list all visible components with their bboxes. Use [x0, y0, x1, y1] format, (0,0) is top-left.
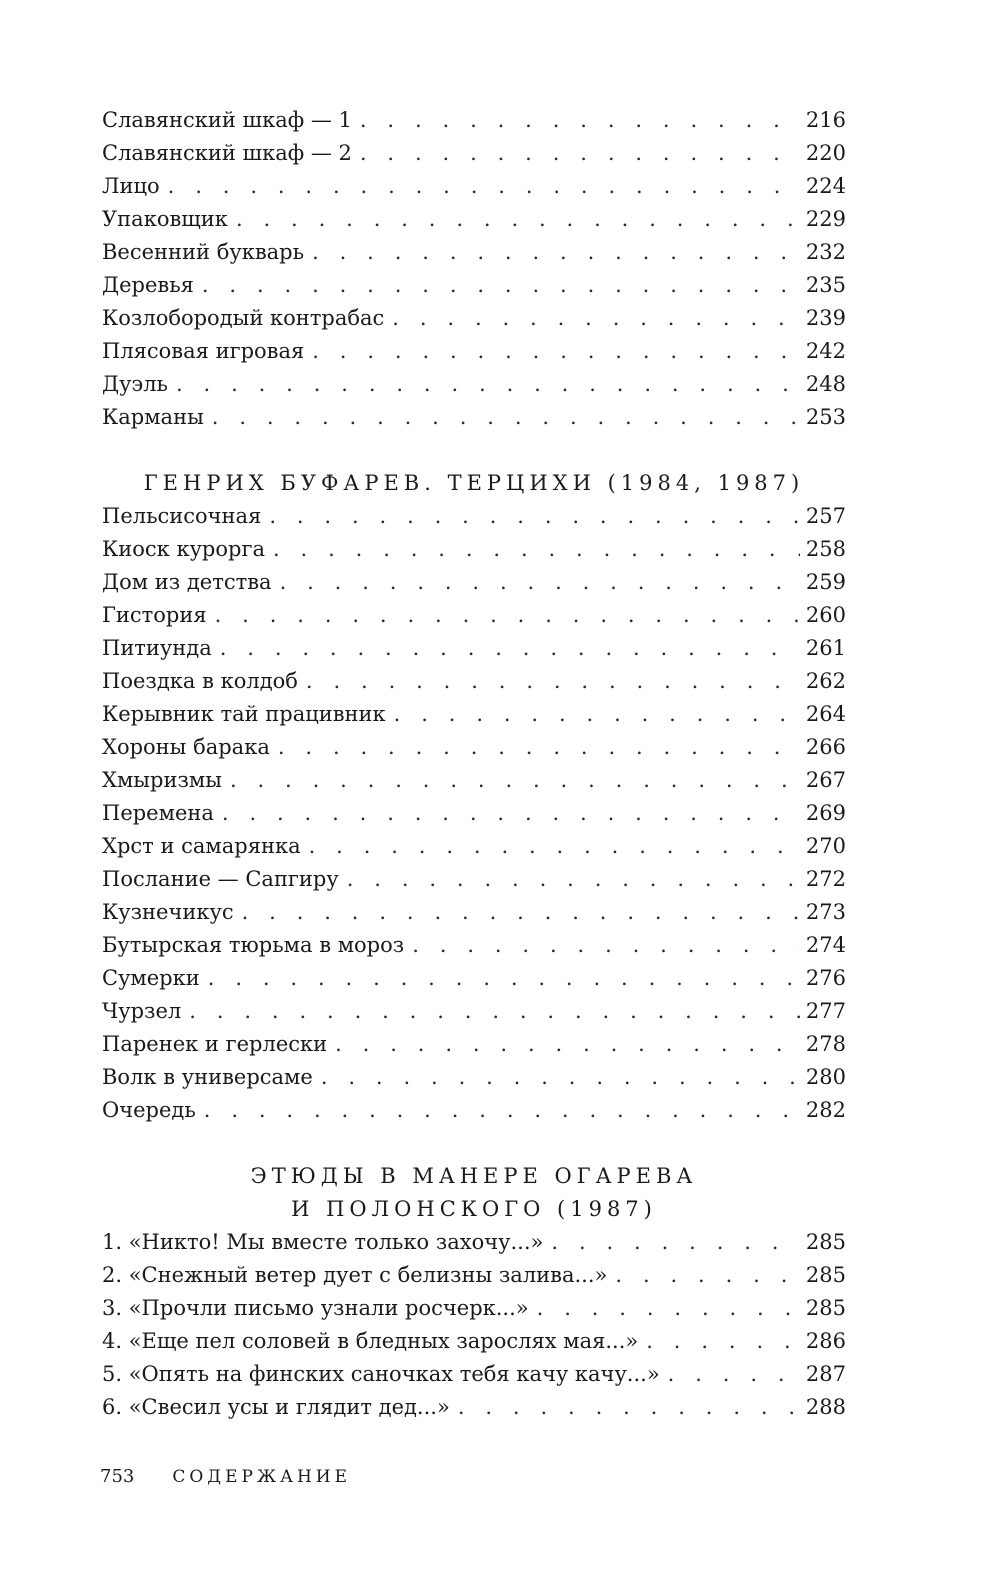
toc-entry-title: 1. «Никто! Мы вместе только захочу...» — [102, 1230, 544, 1254]
section-heading-line-1: ЭТЮДЫ В МАНЕРЕ ОГАРЕВА — [250, 1164, 698, 1188]
dot-leader — [384, 302, 800, 335]
toc-entry-title: Очередь — [102, 1098, 196, 1122]
section-heading-line-2: И ПОЛОНСКОГО (1987) — [291, 1197, 657, 1221]
toc-entry-title: Кузнечикус — [102, 900, 234, 924]
dot-leader — [194, 269, 800, 302]
toc-entry-title: Сумерки — [102, 966, 200, 990]
dot-leader — [313, 1061, 800, 1094]
toc-entry-page-number: 253 — [800, 401, 846, 434]
dot-leader — [234, 896, 800, 929]
toc-entry-title: Хмыризмы — [102, 768, 222, 792]
toc-entry-title: Киоск курорга — [102, 537, 265, 561]
toc-entry-page-number: 278 — [800, 1028, 846, 1061]
toc-entry-page-number: 261 — [800, 632, 846, 665]
toc-entry-title: 5. «Опять на финских саночках тебя качу качу...» — [102, 1362, 660, 1386]
toc-entry-page-number: 235 — [800, 269, 846, 302]
toc-entry-title: Пельсисочная — [102, 504, 262, 528]
dot-leader — [352, 104, 800, 137]
toc-entry — [102, 368, 846, 401]
toc-entry-page-number: 257 — [800, 500, 846, 533]
dot-leader — [304, 335, 800, 368]
toc-entry — [102, 335, 846, 368]
toc-entry-page-number: 232 — [800, 236, 846, 269]
toc-section-1 — [102, 104, 846, 434]
toc-entry-title: Упаковщик — [102, 207, 228, 231]
toc-entry — [102, 929, 846, 962]
dot-leader — [386, 698, 800, 731]
dot-leader — [200, 962, 800, 995]
toc-entry-page-number: 229 — [800, 203, 846, 236]
toc-entry-title: Бутырская тюрьма в мороз — [102, 933, 405, 957]
toc-entry — [102, 896, 846, 929]
toc-section-3 — [102, 1226, 846, 1424]
toc-entry-page-number: 276 — [800, 962, 846, 995]
toc-entry-title: Плясовая игровая — [102, 339, 305, 363]
toc-entry-page-number: 216 — [800, 104, 846, 137]
toc-entry — [102, 995, 846, 1028]
dot-leader — [272, 566, 800, 599]
dot-leader — [298, 665, 800, 698]
toc-entry-title: Послание — Сапгиру — [102, 867, 339, 891]
toc-entry-title: Славянский шкаф — 1 — [102, 108, 352, 132]
toc-entry — [102, 830, 846, 863]
toc-entry — [102, 170, 846, 203]
toc-entry-page-number: 258 — [800, 533, 846, 566]
toc-entry — [102, 500, 846, 533]
page-footer — [100, 1466, 351, 1487]
toc-entry — [102, 632, 846, 665]
dot-leader — [301, 830, 800, 863]
toc-entry-title: 4. «Еще пел соловей в бледных зарослях мая...» — [102, 1329, 639, 1353]
dot-leader — [168, 368, 800, 401]
section-heading-text: ГЕНРИХ БУФАРЕВ. ТЕРЦИХИ (1984, 1987) — [143, 471, 805, 495]
toc-entry — [102, 566, 846, 599]
toc-entry — [102, 236, 846, 269]
toc-entry — [102, 269, 846, 302]
footer-running-title: СОДЕРЖАНИЕ — [172, 1467, 352, 1487]
dot-leader — [529, 1292, 800, 1325]
toc-entry-title: Дуэль — [102, 372, 168, 396]
toc-page — [102, 104, 846, 1424]
toc-entry — [102, 797, 846, 830]
toc-entry-title: 2. «Снежный ветер дует с белизны залива...» — [102, 1263, 608, 1287]
dot-leader — [660, 1358, 800, 1391]
toc-entry-page-number: 288 — [800, 1391, 846, 1424]
toc-entry-title: Чурзел — [102, 999, 182, 1023]
toc-entry-page-number: 287 — [800, 1358, 846, 1391]
toc-entry-title: 3. «Прочли письмо узнали росчерк...» — [102, 1296, 529, 1320]
toc-entry-title: Деревья — [102, 273, 194, 297]
dot-leader — [450, 1391, 800, 1424]
toc-entry-page-number: 267 — [800, 764, 846, 797]
toc-entry-page-number: 270 — [800, 830, 846, 863]
toc-entry — [102, 302, 846, 335]
dot-leader — [212, 632, 800, 665]
dot-leader — [261, 500, 800, 533]
toc-entry — [102, 1061, 846, 1094]
toc-entry — [102, 599, 846, 632]
toc-entry-title: Гистория — [102, 603, 207, 627]
toc-entry-page-number: 273 — [800, 896, 846, 929]
toc-entry — [102, 1028, 846, 1061]
toc-entry-title: Питиунда — [102, 636, 212, 660]
dot-leader — [204, 401, 800, 434]
toc-entry — [102, 1094, 846, 1127]
dot-leader — [404, 929, 800, 962]
toc-entry-page-number: 269 — [800, 797, 846, 830]
toc-entry-title: Карманы — [102, 405, 204, 429]
toc-entry-page-number: 262 — [800, 665, 846, 698]
toc-entry-title: Славянский шкаф — 2 — [102, 141, 352, 165]
toc-entry-page-number: 285 — [800, 1226, 846, 1259]
toc-entry — [102, 104, 846, 137]
toc-section-2 — [102, 500, 846, 1127]
toc-entry — [102, 1292, 846, 1325]
toc-entry-title: 6. «Свесил усы и глядит дед...» — [102, 1395, 450, 1419]
toc-entry-page-number: 280 — [800, 1061, 846, 1094]
toc-entry-page-number: 224 — [800, 170, 846, 203]
toc-entry-page-number: 260 — [800, 599, 846, 632]
toc-entry-page-number: 239 — [800, 302, 846, 335]
toc-entry — [102, 731, 846, 764]
toc-entry-title: Перемена — [102, 801, 214, 825]
toc-entry-title: Керывник тай працивник — [102, 702, 386, 726]
toc-entry-title: Хороны барака — [102, 735, 270, 759]
dot-leader — [638, 1325, 800, 1358]
section-heading-etudes — [102, 1160, 846, 1226]
toc-entry — [102, 962, 846, 995]
toc-entry-page-number: 274 — [800, 929, 846, 962]
toc-entry — [102, 1259, 846, 1292]
dot-leader — [270, 731, 800, 764]
toc-entry-page-number: 282 — [800, 1094, 846, 1127]
dot-leader — [543, 1226, 800, 1259]
toc-entry — [102, 764, 846, 797]
toc-entry-page-number: 220 — [800, 137, 846, 170]
toc-entry-page-number: 248 — [800, 368, 846, 401]
toc-entry-title: Дом из детства — [102, 570, 272, 594]
toc-entry-title: Поездка в колдоб — [102, 669, 298, 693]
toc-entry-page-number: 259 — [800, 566, 846, 599]
section-heading-bufarev — [102, 467, 846, 500]
toc-entry — [102, 1358, 846, 1391]
toc-entry-page-number: 242 — [800, 335, 846, 368]
dot-leader — [327, 1028, 800, 1061]
toc-entry — [102, 533, 846, 566]
toc-entry-title: Хрст и самарянка — [102, 834, 301, 858]
toc-entry-title: Волк в универсаме — [102, 1065, 313, 1089]
dot-leader — [304, 236, 800, 269]
toc-entry-page-number: 286 — [800, 1325, 846, 1358]
toc-entry-page-number: 285 — [800, 1292, 846, 1325]
toc-entry — [102, 137, 846, 170]
toc-entry — [102, 203, 846, 236]
dot-leader — [222, 764, 800, 797]
dot-leader — [352, 137, 800, 170]
toc-entry-page-number: 266 — [800, 731, 846, 764]
toc-entry — [102, 1391, 846, 1424]
dot-leader — [181, 995, 800, 1028]
toc-entry — [102, 665, 846, 698]
dot-leader — [339, 863, 800, 896]
toc-entry — [102, 863, 846, 896]
toc-entry-title: Весенний букварь — [102, 240, 305, 264]
toc-entry-page-number: 285 — [800, 1259, 846, 1292]
dot-leader — [228, 203, 800, 236]
toc-entry-page-number: 272 — [800, 863, 846, 896]
toc-entry — [102, 698, 846, 731]
toc-entry-page-number: 277 — [800, 995, 846, 1028]
footer-page-number: 753 — [100, 1466, 135, 1487]
toc-entry — [102, 1226, 846, 1259]
toc-entry-page-number: 264 — [800, 698, 846, 731]
dot-leader — [196, 1094, 800, 1127]
dot-leader — [214, 797, 800, 830]
toc-entry — [102, 401, 846, 434]
toc-entry-title: Козлобородый контрабас — [102, 306, 385, 330]
toc-entry-title: Паренек и герлески — [102, 1032, 328, 1056]
dot-leader — [265, 533, 800, 566]
dot-leader — [160, 170, 800, 203]
dot-leader — [207, 599, 800, 632]
toc-entry-title: Лицо — [102, 174, 160, 198]
toc-entry — [102, 1325, 846, 1358]
dot-leader — [607, 1259, 800, 1292]
